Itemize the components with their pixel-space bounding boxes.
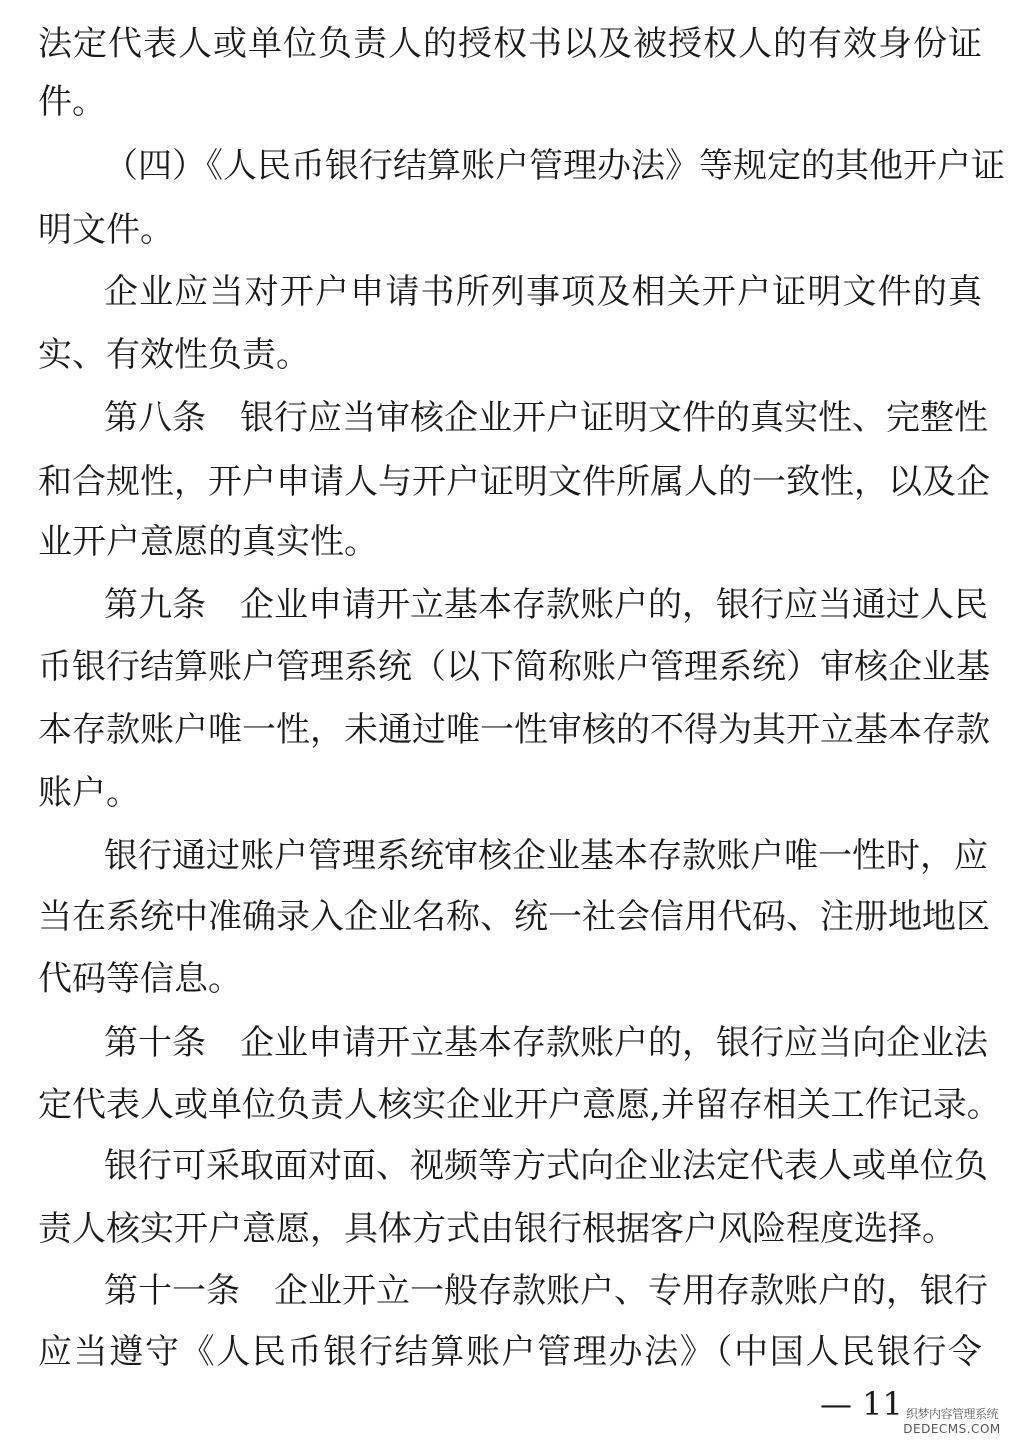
text-line: 件。: [38, 82, 106, 122]
watermark-line-1: 织梦内容管理系统: [905, 1407, 998, 1421]
text-line: 当在系统中准确录入企业名称、统一社会信用代码、注册地地区: [38, 897, 990, 937]
text-line: 法定代表人或单位负责人的授权书以及被授权人的有效身份证: [38, 24, 982, 64]
text-line: 代码等信息。: [38, 959, 242, 999]
text-line: （四）《人民币银行结算账户管理办法》等规定的其他开户证: [104, 146, 1005, 186]
text-line: 账户。: [38, 773, 140, 813]
text-line: 银行通过账户管理系统审核企业基本存款账户唯一性时，应: [104, 836, 988, 876]
text-line: 第九条 企业申请开立基本存款账户的，银行应当通过人民: [104, 585, 988, 625]
text-line: 企业应当对开户申请书所列事项及相关开户证明文件的真: [104, 272, 982, 312]
watermark: [896, 1406, 1008, 1436]
text-line: 明文件。: [38, 210, 174, 250]
text-line: 业开户意愿的真实性。: [38, 522, 378, 562]
text-line: 本存款账户唯一性，未通过唯一性审核的不得为其开立基本存款: [38, 710, 990, 750]
text-line: 第八条 银行应当审核企业开户证明文件的真实性、完整性: [104, 398, 988, 438]
text-line: 第十条 企业申请开立基本存款账户的，银行应当向企业法: [104, 1023, 988, 1063]
watermark-line-2: DEDECMS.COM: [903, 1422, 1001, 1436]
text-line: 银行可采取面对面、视频等方式向企业法定代表人或单位负: [104, 1146, 988, 1186]
page-number: — 11: [820, 1385, 903, 1423]
text-line: 应当遵守《人民币银行结算账户管理办法》（中国人民银行令: [38, 1332, 982, 1372]
text-line: 和合规性，开户申请人与开户证明文件所属人的一致性，以及企: [38, 462, 990, 502]
text-line: 第十一条 企业开立一般存款账户、专用存款账户的，银行: [104, 1271, 988, 1311]
text-line: 币银行结算账户管理系统（以下简称账户管理系统）审核企业基: [38, 647, 990, 687]
text-line: 责人核实开户意愿，具体方式由银行根据客户风险程度选择。: [38, 1209, 956, 1249]
text-line: 定代表人或单位负责人核实企业开户意愿,并留存相关工作记录。: [38, 1085, 1001, 1125]
text-line: 实、有效性负责。: [38, 335, 310, 375]
